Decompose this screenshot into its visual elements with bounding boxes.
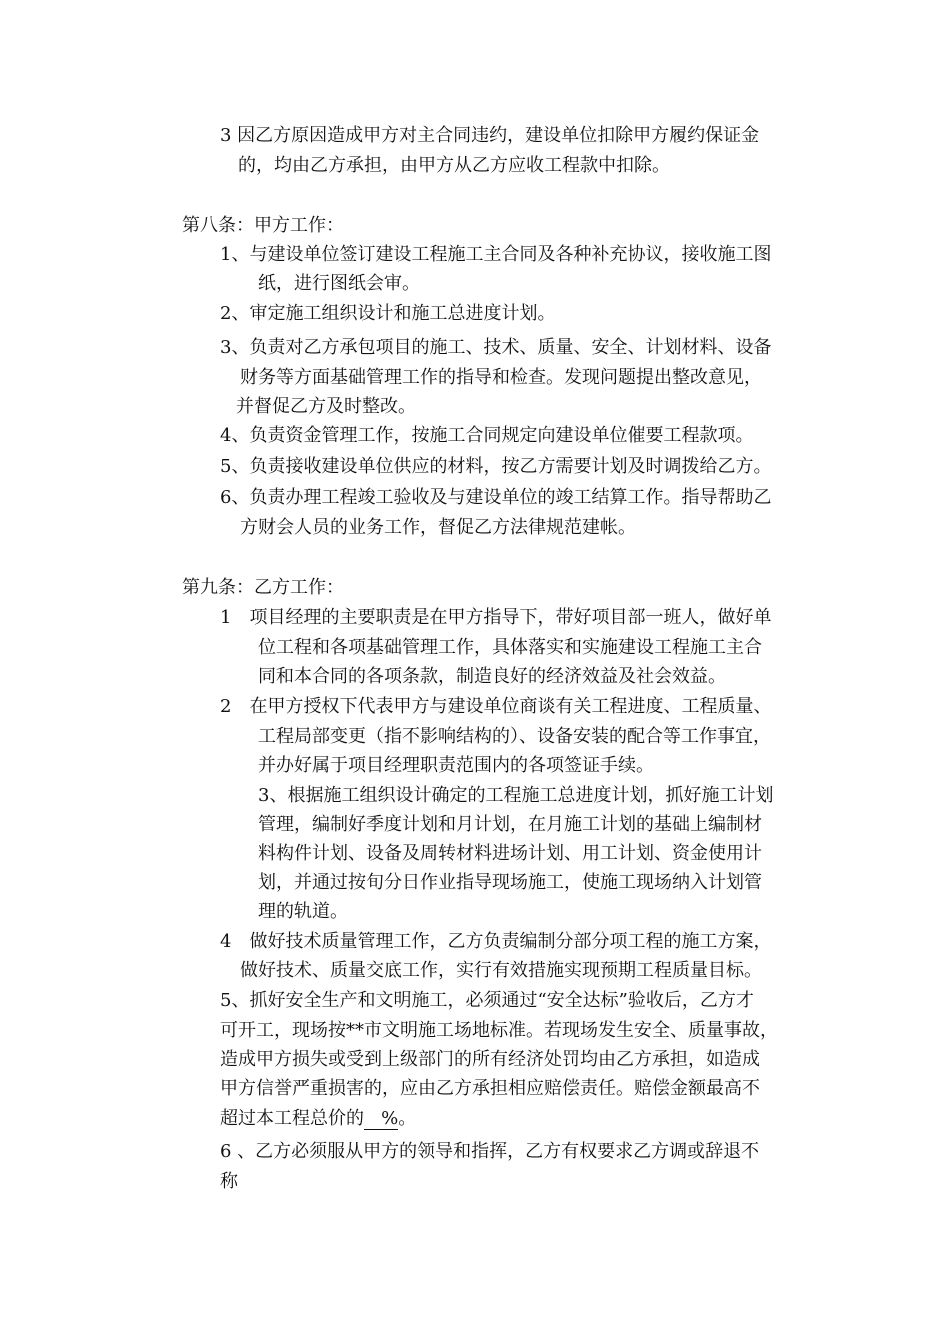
sec9-item5-line5 <box>220 1107 416 1131</box>
sec8-item6-line2: 方财会人员的业务工作，督促乙方法律规范建帐。 <box>240 517 636 538</box>
sec9-item3-line2: 管理，编制好季度计划和月计划，在月施工计划的基础上编制材 <box>258 814 762 835</box>
sec8-heading: 第八条：甲方工作： <box>182 215 344 236</box>
sec8-item6-line1: 6、负责办理工程竣工验收及与建设单位的竣工结算工作。指导帮助乙 <box>220 487 772 508</box>
sec7-item3-line2: 的，均由乙方承担，由甲方从乙方应收工程款中扣除。 <box>238 155 670 176</box>
sec9-item5-line5-text: 超过本工程总价的 <box>220 1108 364 1129</box>
sec8-item1-line1: 1、与建设单位签订建设工程施工主合同及各种补充协议，接收施工图 <box>220 244 772 265</box>
percent-blank: % <box>364 1108 399 1129</box>
sec9-item5-line3: 造成甲方损失或受到上级部门的所有经济处罚均由乙方承担，如造成 <box>220 1049 760 1070</box>
sec8-item3-line3: 并督促乙方及时整改。 <box>236 396 416 417</box>
sec9-heading: 第九条：乙方工作： <box>182 577 344 598</box>
sec9-item2-line1: 2 在甲方授权下代表甲方与建设单位商谈有关工程进度、工程质量、 <box>220 696 772 717</box>
sec8-item5-line1: 5、负责接收建设单位供应的材料，按乙方需要计划及时调拨给乙方。 <box>220 456 772 477</box>
sec9-item2-line3: 并办好属于项目经理职责范围内的各项签证手续。 <box>258 755 654 776</box>
sec9-item5-line2: 可开工，现场按**市文明施工场地标准。若现场发生安全、质量事故， <box>220 1020 778 1041</box>
sec9-item1-line3: 同和本合同的各项条款，制造良好的经济效益及社会效益。 <box>258 666 726 687</box>
sec9-item4-line2: 做好技术、质量交底工作，实行有效措施实现预期工程质量目标。 <box>240 960 762 981</box>
sec9-item5-line4: 甲方信誉严重损害的，应由乙方承担相应赔偿责任。赔偿金额最高不 <box>220 1078 760 1099</box>
sec9-item1-line1: 1 项目经理的主要职责是在甲方指导下，带好项目部一班人，做好单 <box>220 607 772 628</box>
sec7-item3-line1: 3 因乙方原因造成甲方对主合同违约，建设单位扣除甲方履约保证金 <box>220 125 760 146</box>
sec9-item6-line2: 称 <box>220 1171 238 1192</box>
sec8-item3-line1: 3、负责对乙方承包项目的施工、技术、质量、安全、计划材料、设备 <box>220 337 772 358</box>
sec9-item3-line5: 理的轨道。 <box>258 901 348 922</box>
sec9-item1-line2: 位工程和各项基础管理工作，具体落实和实施建设工程施工主合 <box>258 637 762 658</box>
sec9-item3-line4: 划，并通过按旬分日作业指导现场施工，使施工现场纳入计划管 <box>258 872 762 893</box>
sec8-item1-line2: 纸，进行图纸会审。 <box>258 273 420 294</box>
sec8-item3-line2: 财务等方面基础管理工作的指导和检查。发现问题提出整改意见， <box>240 367 762 388</box>
sec9-item5-line5-end: 。 <box>398 1108 417 1129</box>
sec9-item2-line2: 工程局部变更（指不影响结构的）、设备安装的配合等工作事宜， <box>258 726 771 747</box>
sec8-item4-line1: 4、负责资金管理工作，按施工合同规定向建设单位催要工程款项。 <box>220 425 754 446</box>
sec9-item5-line1: 5、抓好安全生产和文明施工，必须通过“安全达标”验收后，乙方才 <box>220 990 754 1011</box>
sec9-item3-line1: 3、根据施工组织设计确定的工程施工总进度计划，抓好施工计划 <box>258 785 774 806</box>
sec9-item6-line1: 6 、乙方必须服从甲方的领导和指挥，乙方有权要求乙方调或辞退不 <box>220 1141 760 1162</box>
sec9-item3-line3: 料构件计划、设备及周转材料进场计划、用工计划、资金使用计 <box>258 843 762 864</box>
sec9-item4-line1: 4 做好技术质量管理工作，乙方负责编制分部分项工程的施工方案， <box>220 931 772 952</box>
sec8-item2-line1: 2、审定施工组织设计和施工总进度计划。 <box>220 303 556 324</box>
